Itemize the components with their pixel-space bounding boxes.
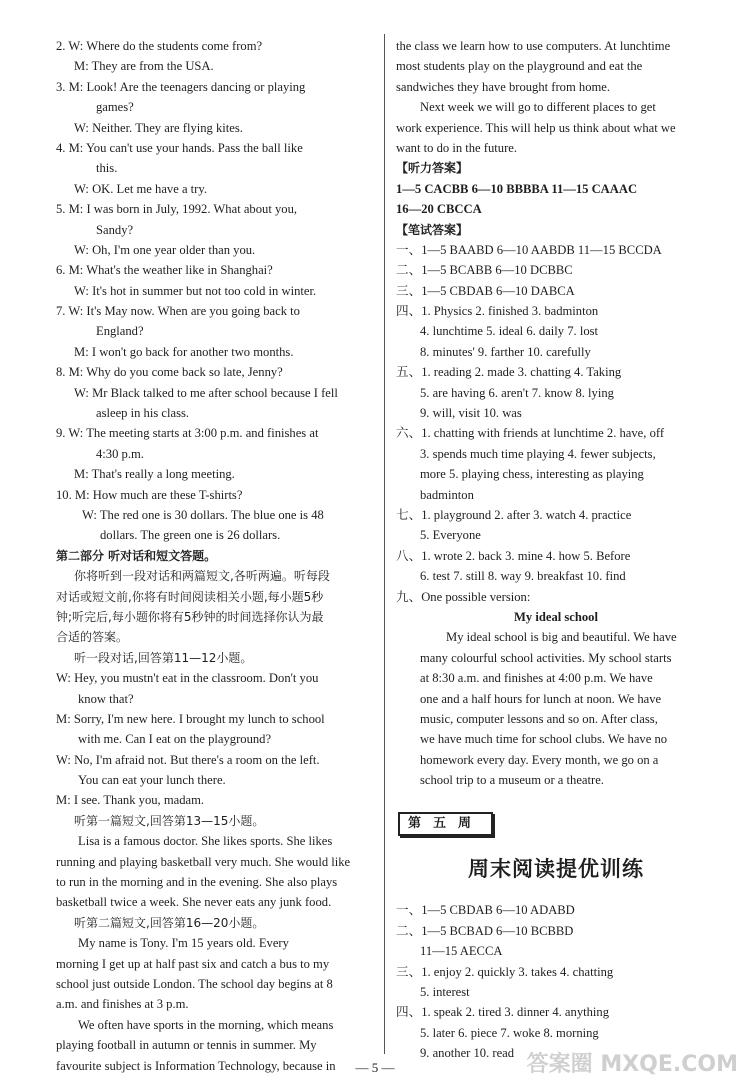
- text-line: 4:30 p.m.: [96, 446, 144, 461]
- text-line: this.: [96, 161, 118, 176]
- text-line: 二、1—5 BCBAD 6—10 BCBBD: [396, 923, 574, 938]
- text-line: We often have sports in the morning, which means: [78, 1017, 334, 1032]
- answer-key-block: [396, 36, 716, 790]
- left-column: [36, 36, 371, 1076]
- text-line: 3. M: Look! Are the teenagers dancing or playing: [56, 79, 306, 94]
- text-line: 二、1—5 BCABB 6—10 DCBBC: [396, 263, 573, 278]
- text-line: more 5. playing chess, interesting as playing: [420, 467, 644, 482]
- text-line: M: I won't go back for another two months.: [74, 344, 294, 359]
- text-line: 2. W: Where do the students come from?: [56, 39, 263, 53]
- text-line: W: Oh, I'm one year older than you.: [74, 242, 256, 257]
- text-line: W: Hey, you mustn't eat in the classroom. Don't you: [56, 671, 319, 686]
- text-line: M: They are from the USA.: [74, 59, 214, 74]
- text-line: Sandy?: [96, 222, 134, 237]
- text-line: want to do in the future.: [396, 140, 518, 155]
- text-line: 【听力答案】: [396, 161, 469, 176]
- text-line: 9. will, visit 10. was: [420, 406, 522, 421]
- text-line: 16—20 CBCCA: [396, 202, 482, 217]
- text-line: W: The red one is 30 dollars. The blue one is 48: [82, 507, 324, 522]
- text-line: favourite subject is Information Technology, because in: [56, 1058, 336, 1073]
- column-divider: [384, 34, 385, 1054]
- text-line: 钟;听完后,每小题你将有5秒钟的时间选择你认为最: [56, 609, 324, 624]
- right-column: [396, 36, 716, 1064]
- text-line: W: Neither. They are flying kites.: [74, 120, 243, 135]
- text-line: 八、1. wrote 2. back 3. mine 4. how 5. Before: [396, 548, 631, 563]
- text-line: sandwiches they have brought from home.: [396, 79, 611, 94]
- text-line: 5. interest: [420, 985, 470, 1000]
- text-line: 1—5 CACBB 6—10 BBBBA 11—15 CAAAC: [396, 181, 638, 196]
- text-line: 七、1. playground 2. after 3. watch 4. practice: [396, 507, 632, 522]
- text-line: 11—15 AECCA: [420, 944, 503, 959]
- text-line: My ideal school is big and beautiful. We have: [446, 630, 677, 645]
- text-line: 第二部分 听对话和短文答题。: [56, 548, 217, 563]
- text-line: know that?: [78, 691, 134, 706]
- text-line: with me. Can I eat on the playground?: [78, 732, 272, 747]
- text-line: 一、1—5 BAABD 6—10 AABDB 11—15 BCCDA: [396, 242, 662, 257]
- text-line: 8. minutes' 9. farther 10. carefully: [420, 344, 591, 359]
- text-line: basketball twice a week. She never eats any junk food.: [56, 895, 332, 910]
- text-line: 四、1. speak 2. tired 3. dinner 4. anything: [396, 1005, 610, 1020]
- text-line: 7. W: It's May now. When are you going back to: [56, 304, 300, 319]
- text-line: 一、1—5 CBDAB 6—10 ADABD: [396, 903, 575, 918]
- text-line: homework every day. Every month, we go on a: [420, 752, 659, 767]
- text-line: 三、1—5 CBDAB 6—10 DABCA: [396, 283, 575, 298]
- text-line: we have much time for school clubs. We have no: [420, 732, 668, 747]
- text-line: 3. spends much time playing 4. fewer subjects,: [420, 446, 656, 461]
- text-line: 5. M: I was born in July, 1992. What about you,: [56, 202, 298, 217]
- text-line: 你将听到一段对话和两篇短文,各听两遍。听每段: [74, 569, 330, 584]
- week-heading: [396, 812, 716, 836]
- text-line: morning I get up at half past six and catch a bus to my: [56, 956, 330, 971]
- text-line: England?: [96, 324, 144, 339]
- text-line: 8. M: Why do you come back so late, Jenny?: [56, 365, 283, 380]
- text-line: 4. lunchtime 5. ideal 6. daily 7. lost: [420, 324, 599, 339]
- text-line: 听一段对话,回答第11—12小题。: [74, 650, 253, 665]
- week-label-box: 第五周: [398, 812, 493, 836]
- text-line: 六、1. chatting with friends at lunchtime 2. have, off: [396, 426, 665, 441]
- text-line: 5. later 6. piece 7. woke 8. morning: [420, 1025, 599, 1040]
- text-line: 9. W: The meeting starts at 3:00 p.m. and finishes at: [56, 426, 319, 441]
- text-line: 6. test 7. still 8. way 9. breakfast 10. find: [420, 569, 626, 584]
- text-line: 四、1. Physics 2. finished 3. badminton: [396, 304, 599, 319]
- text-line: most students play on the playground and eat the: [396, 59, 643, 74]
- text-line: running and playing basketball very much. She would like: [56, 854, 351, 869]
- text-line: school trip to a museum or a theatre.: [420, 773, 604, 788]
- page-number: — 5 —: [355, 1060, 395, 1075]
- text-line: 【笔试答案】: [396, 222, 469, 237]
- section-title: 周末阅读提优训练: [468, 857, 644, 882]
- text-line: the class we learn how to use computers. At lunchtime: [396, 39, 671, 53]
- text-line: at 8:30 a.m. and finishes at 4:00 p.m. We have: [420, 671, 653, 686]
- text-line: Lisa is a famous doctor. She likes sports. She likes: [78, 834, 333, 849]
- text-line: asleep in his class.: [96, 406, 190, 421]
- text-line: a.m. and finishes at 3 p.m.: [56, 997, 189, 1012]
- watermark-logo: 答案圈 MXQE.COM: [526, 1052, 738, 1077]
- text-line: W: No, I'm afraid not. But there's a room on the left.: [56, 752, 320, 767]
- text-line: to run in the morning and in the evening. She also plays: [56, 875, 338, 890]
- text-line: 5. Everyone: [420, 528, 481, 543]
- text-line: You can eat your lunch there.: [78, 773, 226, 788]
- text-line: My ideal school: [514, 609, 598, 624]
- text-line: games?: [96, 100, 134, 115]
- text-line: M: That's really a long meeting.: [74, 467, 235, 482]
- text-line: music, computer lessons and so on. After class,: [420, 711, 658, 726]
- text-line: 九、One possible version:: [396, 589, 531, 604]
- weekend-answers-block: [396, 900, 716, 1063]
- text-line: 5. are having 6. aren't 7. know 8. lying: [420, 385, 614, 400]
- text-line: school just outside London. The school day begins at 8: [56, 976, 333, 991]
- text-line: 对话或短文前,你将有时间阅读相关小题,每小题5秒: [56, 589, 324, 604]
- text-line: 听第二篇短文,回答第16—20小题。: [74, 915, 265, 930]
- text-line: dollars. The green one is 26 dollars.: [100, 528, 281, 543]
- text-line: 五、1. reading 2. made 3. chatting 4. Taking: [396, 365, 622, 380]
- text-line: 听第一篇短文,回答第13—15小题。: [74, 813, 265, 828]
- text-line: 9. another 10. read: [420, 1046, 515, 1061]
- text-line: badminton: [420, 487, 474, 502]
- text-line: M: I see. Thank you, madam.: [56, 793, 205, 808]
- text-line: Next week we will go to different places to get: [420, 100, 656, 115]
- text-line: 6. M: What's the weather like in Shanghai?: [56, 263, 273, 278]
- text-line: 10. M: How much are these T-shirts?: [56, 487, 243, 502]
- text-line: W: OK. Let me have a try.: [74, 181, 207, 196]
- text-line: 4. M: You can't use your hands. Pass the ball like: [56, 140, 303, 155]
- text-line: 合适的答案。: [56, 630, 129, 645]
- text-line: one and a half hours for lunch at noon. We have: [420, 691, 662, 706]
- text-line: My name is Tony. I'm 15 years old. Every: [78, 936, 289, 951]
- text-line: work experience. This will help us think about what we: [396, 120, 676, 135]
- text-line: M: Sorry, I'm new here. I brought my lunch to school: [56, 711, 325, 726]
- text-line: 三、1. enjoy 2. quickly 3. takes 4. chatting: [396, 964, 614, 979]
- text-line: W: Mr Black talked to me after school because I fell: [74, 385, 338, 400]
- text-line: playing football in autumn or tennis in summer. My: [56, 1038, 317, 1053]
- text-line: W: It's hot in summer but not too cold in winter.: [74, 283, 317, 298]
- text-line: many colourful school activities. My school starts: [420, 650, 672, 665]
